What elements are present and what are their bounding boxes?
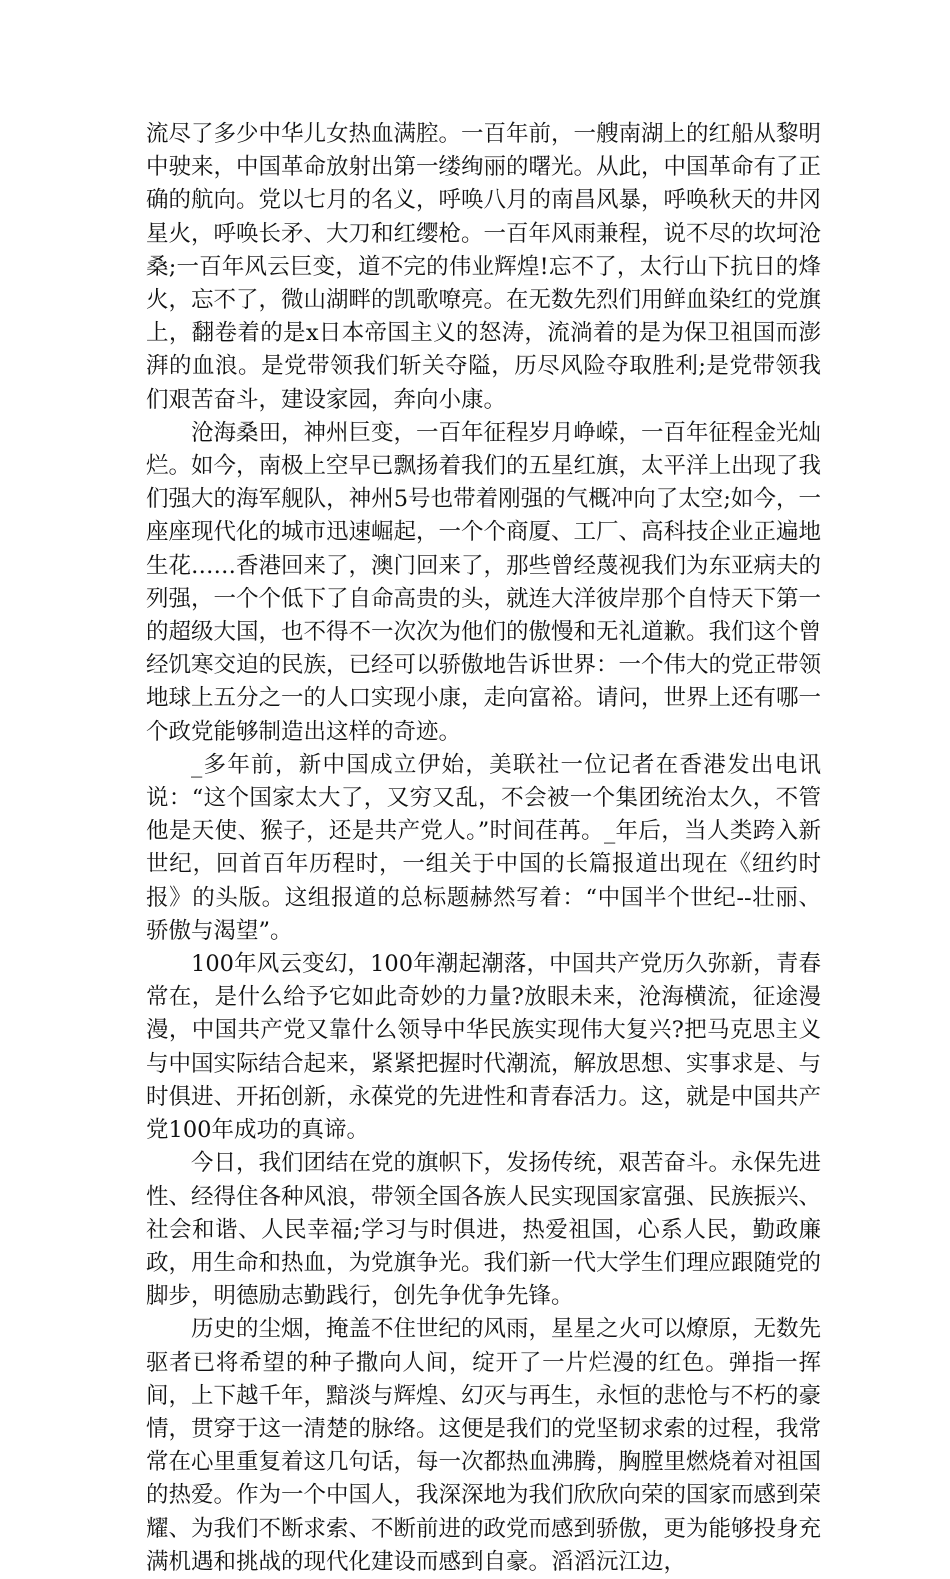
paragraph-4: 100年风云变幻，100年潮起潮落，中国共产党历久弥新，青春常在，是什么给予它如此奇妙的力量?放眼未来，沧海横流，征途漫漫，中国共产党又靠什么领导中华民族实现伟大复兴?把马克思主义与中国实际结合起来，紧紧把握时代潮流，解放思想、实事求是、与时俱进、开拓创新，永葆党的先进性和青春活力。这，就是中国共产党100年成功的真谛。 <box>146 951 822 1144</box>
document-body <box>146 118 821 1579</box>
paragraph-3: _多年前，新中国成立伊始，美联社一位记者在香港发出电讯说：“这个国家太大了，又穷又乱，不会被一个集团统治太久，不管他是天使、猴子，还是共产党人。”时间荏苒。_年后，当人类跨入新世纪，回首百年历程时，一组关于中国的长篇报道出现在《纽约时报》的头版。这组报道的总标题赫然写着：“中国半个世纪--壮丽、骄傲与渴望”。 <box>146 751 821 944</box>
paragraph-2: 沧海桑田，神州巨变，一百年征程岁月峥嵘，一百年征程金光灿烂。如今，南极上空早已飘扬着我们的五星红旗，太平洋上出现了我们强大的海军舰队，神州5号也带着刚强的气概冲向了太空;如今，一座座现代化的城市迅速崛起，一个个商厦、工厂、高科技企业正遍地生花……香港回来了，澳门回来了，那些曾经蔑视我们为东亚病夫的列强，一个个低下了自命高贵的头，就连大洋彼岸那个自恃天下第一的超级大国，也不得不一次次为他们的傲慢和无礼道歉。我们这个曾经饥寒交迫的民族，已经可以骄傲地告诉世界：一个伟大的党正带领地球上五分之一的人口实现小康，走向富裕。请问，世界上还有哪一个政党能够制造出这样的奇迹。 <box>146 419 822 745</box>
paragraph-5: 今日，我们团结在党的旗帜下，发扬传统，艰苦奋斗。永保先进性、经得住各种风浪，带领全国各族人民实现国家富强、民族振兴、社会和谐、人民幸福;学习与时俱进，热爱祖国，心系人民，勤政廉政，用生命和热血，为党旗争光。我们新一代大学生们理应跟随党的脚步，明德励志勤践行，创先争优争先锋。 <box>146 1150 822 1310</box>
paragraph-6: 历史的尘烟，掩盖不住世纪的风雨，星星之火可以燎原，无数先驱者已将希望的种子撒向人间，绽开了一片烂漫的红色。弹指一挥间，上下越千年，黯淡与辉煌、幻灭与再生，永恒的悲怆与不朽的豪情，贯穿于这一清楚的脉络。这便是我们的党坚韧求索的过程，我常常在心里重复着这几句话，每一次都热血沸腾，胸膛里燃烧着对祖国的热爱。作为一个中国人，我深深地为我们欣欣向荣的国家而感到荣耀、为我们不断求索、不断前进的政党而感到骄傲，更为能够投身充满机遇和挑战的现代化建设而感到自豪。滔滔沅江边， <box>146 1316 822 1575</box>
paragraph-1: 流尽了多少中华儿女热血满腔。一百年前，一艘南湖上的红船从黎明中驶来，中国革命放射出第一缕绚丽的曙光。从此，中国革命有了正确的航向。党以七月的名义，呼唤八月的南昌风暴，呼唤秋天的井冈星火，呼唤长矛、大刀和红缨枪。一百年风雨兼程，说不尽的坎坷沧桑;一百年风云巨变，道不完的伟业辉煌!忘不了，太行山下抗日的烽火，忘不了，微山湖畔的凯歌嘹亮。在无数先烈们用鲜血染红的党旗上，翻卷着的是x日本帝国主义的怒涛，流淌着的是为保卫祖国而澎湃的血浪。是党带领我们斩关夺隘，历尽风险夺取胜利;是党带领我们艰苦奋斗，建设家园，奔向小康。 <box>146 121 822 413</box>
